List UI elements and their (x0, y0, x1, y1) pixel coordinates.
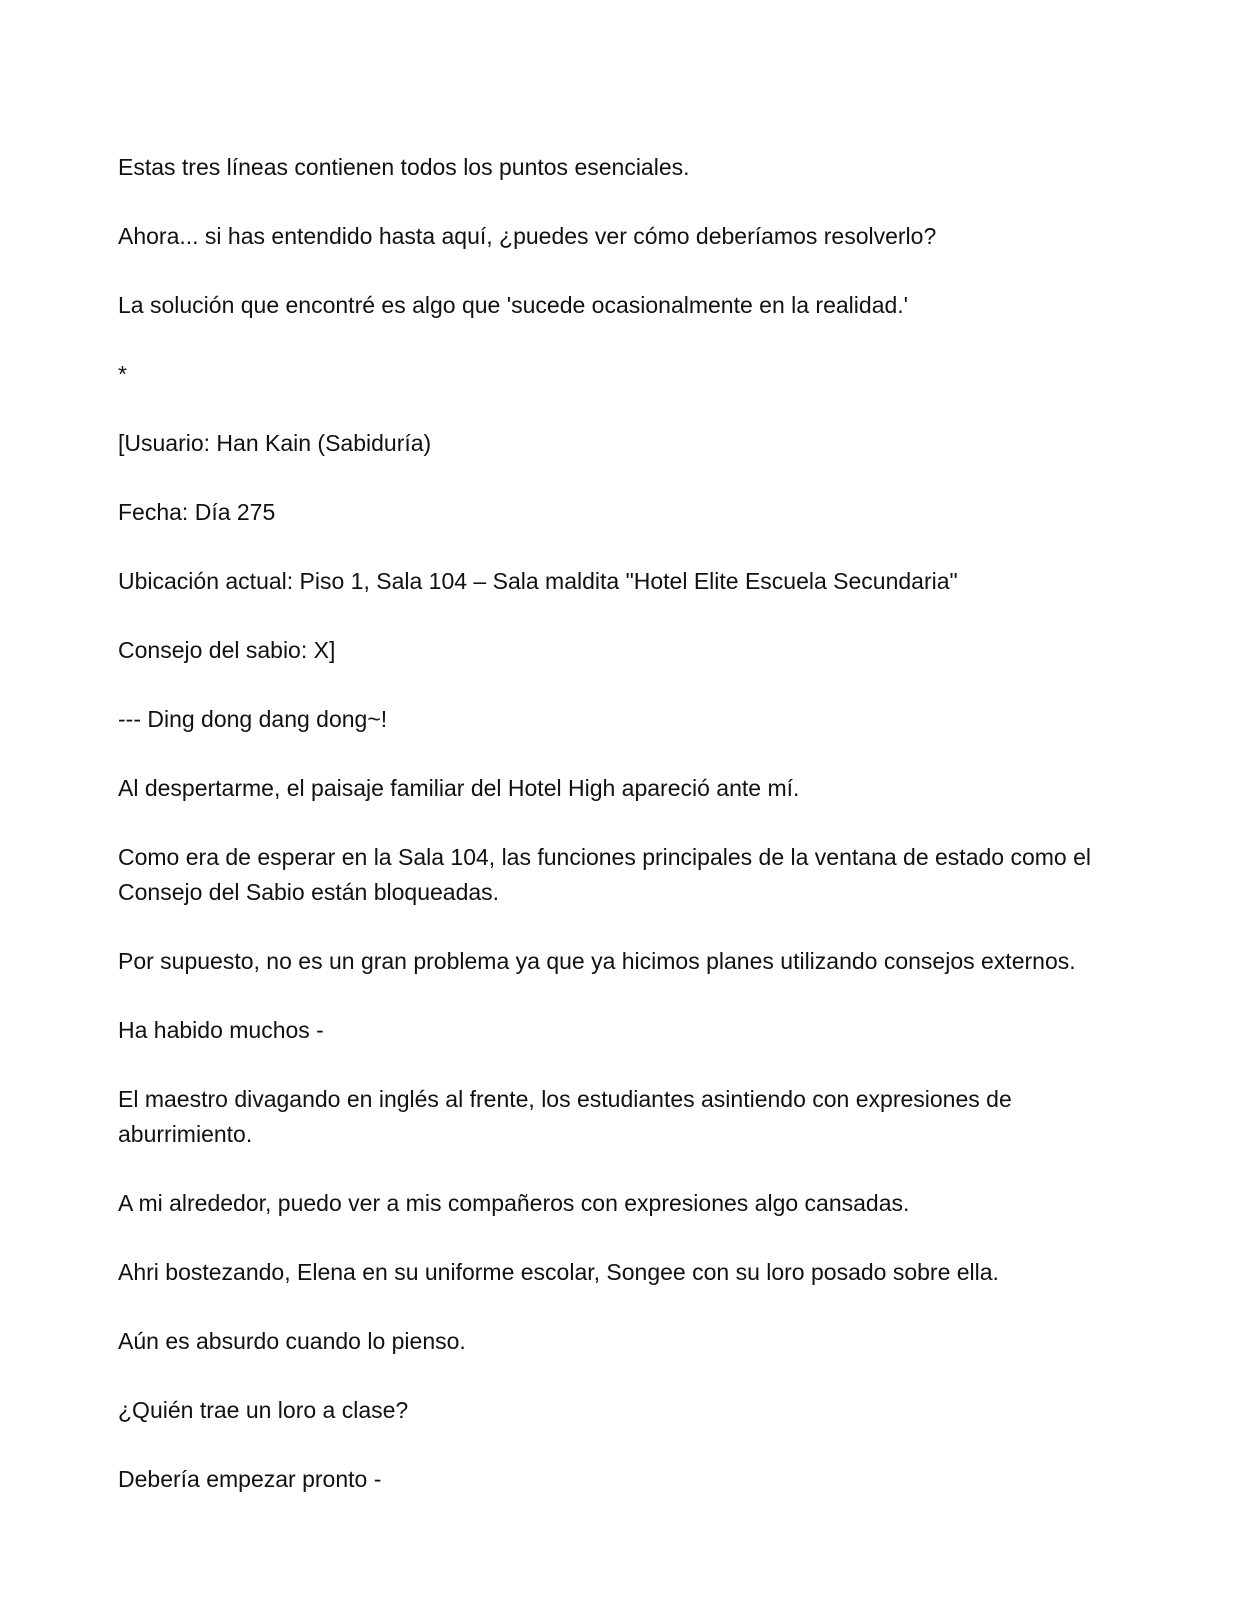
paragraph: Aún es absurdo cuando lo pienso. (118, 1328, 466, 1354)
section-separator: * (118, 361, 127, 387)
paragraph: --- Ding dong dang dong~! (118, 706, 388, 732)
paragraph: Ahora... si has entendido hasta aquí, ¿puedes ver cómo deberíamos resolverlo? (118, 223, 937, 249)
status-advice-line: Consejo del sabio: X] (118, 637, 336, 663)
paragraph: A mi alrededor, puedo ver a mis compañeros con expresiones algo cansadas. (118, 1190, 910, 1216)
status-user-line: [Usuario: Han Kain (Sabiduría) (118, 430, 432, 456)
paragraph: El maestro divagando en inglés al frente, los estudiantes asintiendo con expresiones de aburrimiento. (118, 1086, 1019, 1147)
status-location-line: Ubicación actual: Piso 1, Sala 104 – Sala maldita "Hotel Elite Escuela Secundaria" (118, 568, 958, 594)
status-date-line: Fecha: Día 275 (118, 499, 276, 525)
paragraph: Estas tres líneas contienen todos los puntos esenciales. (118, 154, 690, 180)
paragraph: Como era de esperar en la Sala 104, las funciones principales de la ventana de estado como el Consejo del Sabio están bloqueadas. (118, 844, 1098, 905)
paragraph: Al despertarme, el paisaje familiar del Hotel High apareció ante mí. (118, 775, 800, 801)
document-body (118, 150, 1128, 1531)
paragraph: La solución que encontré es algo que 'sucede ocasionalmente en la realidad.' (118, 292, 909, 318)
paragraph: Debería empezar pronto - (118, 1466, 382, 1492)
paragraph: Ha habido muchos - (118, 1017, 324, 1043)
paragraph: Ahri bostezando, Elena en su uniforme escolar, Songee con su loro posado sobre ella. (118, 1259, 999, 1285)
paragraph: ¿Quién trae un loro a clase? (118, 1397, 409, 1423)
paragraph: Por supuesto, no es un gran problema ya que ya hicimos planes utilizando consejos externos. (118, 948, 1076, 974)
